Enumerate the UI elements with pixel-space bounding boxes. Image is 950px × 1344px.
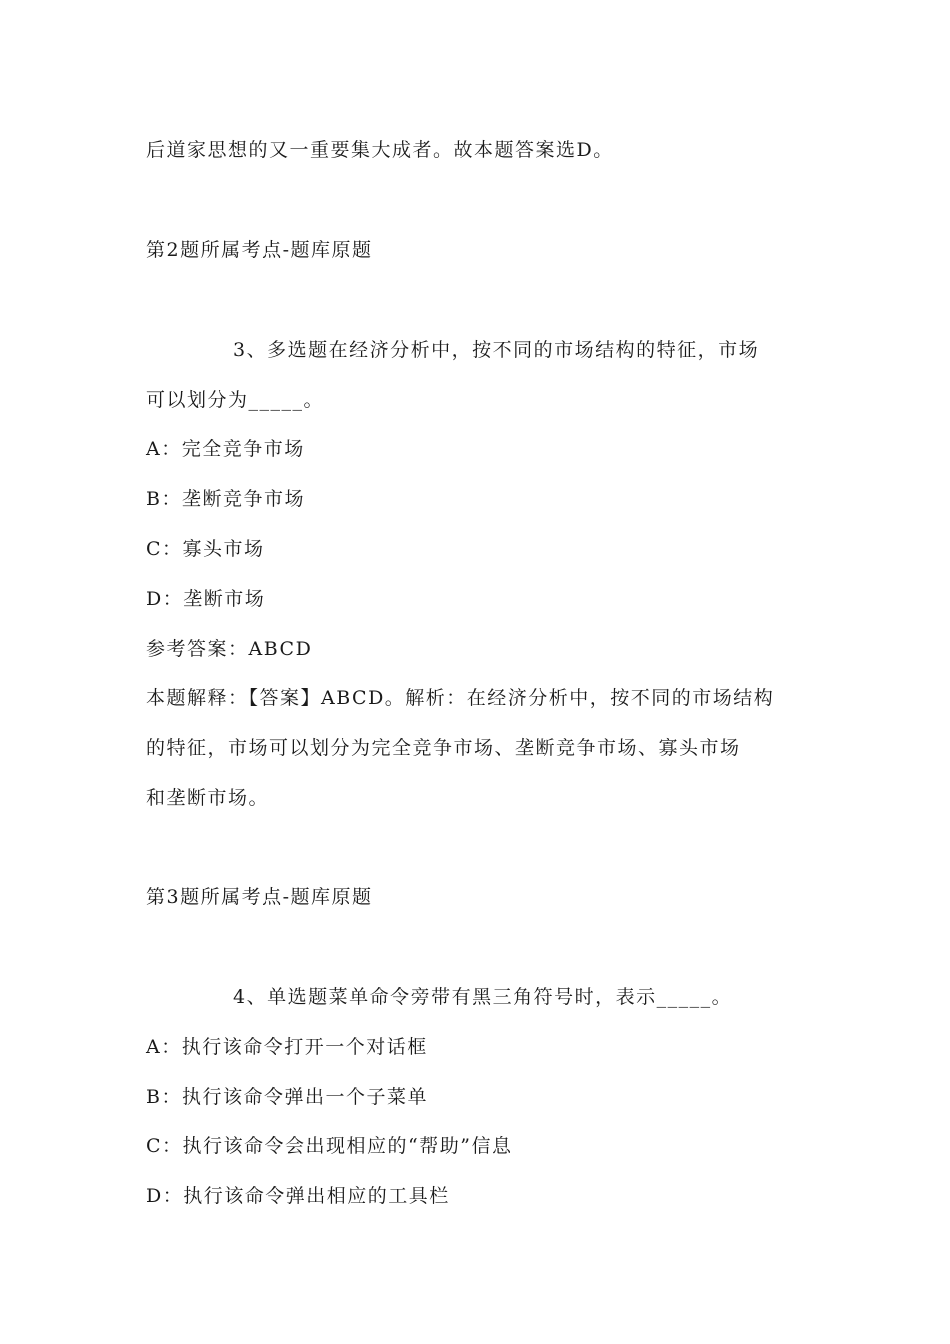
question-2-source-label: 第2题所属考点-题库原题 <box>146 239 373 261</box>
question-3-option-b: B：垄断竞争市场 <box>146 488 305 510</box>
question-3-stem-line-1: 3、多选题在经济分析中，按不同的市场结构的特征，市场 <box>233 339 760 361</box>
question-3-explanation-line-1: 本题解释：【答案】ABCD。解析：在经济分析中，按不同的市场结构 <box>146 687 775 709</box>
question-3-source-label: 第3题所属考点-题库原题 <box>146 886 373 908</box>
question-3-explanation-line-2: 的特征，市场可以划分为完全竞争市场、垄断竞争市场、寡头市场 <box>146 737 741 759</box>
question-4-option-a: A：执行该命令打开一个对话框 <box>146 1036 428 1058</box>
question-4-option-b: B：执行该命令弹出一个子菜单 <box>146 1086 428 1108</box>
question-3-stem-line-2: 可以划分为_____。 <box>146 389 325 411</box>
question-3-option-c: C：寡头市场 <box>146 538 265 560</box>
question-4-option-d: D：执行该命令弹出相应的工具栏 <box>146 1185 450 1207</box>
paragraph-explanation-tail: 后道家思想的又一重要集大成者。故本题答案选D。 <box>146 139 614 161</box>
question-3-explanation-line-3: 和垄断市场。 <box>146 787 270 809</box>
question-3-answer: 参考答案：ABCD <box>146 638 313 660</box>
question-4-option-c: C：执行该命令会出现相应的“帮助”信息 <box>146 1135 513 1157</box>
question-4-stem: 4、单选题菜单命令旁带有黑三角符号时，表示_____。 <box>233 986 733 1008</box>
question-3-option-d: D：垄断市场 <box>146 588 266 610</box>
question-3-option-a: A：完全竞争市场 <box>146 438 305 460</box>
